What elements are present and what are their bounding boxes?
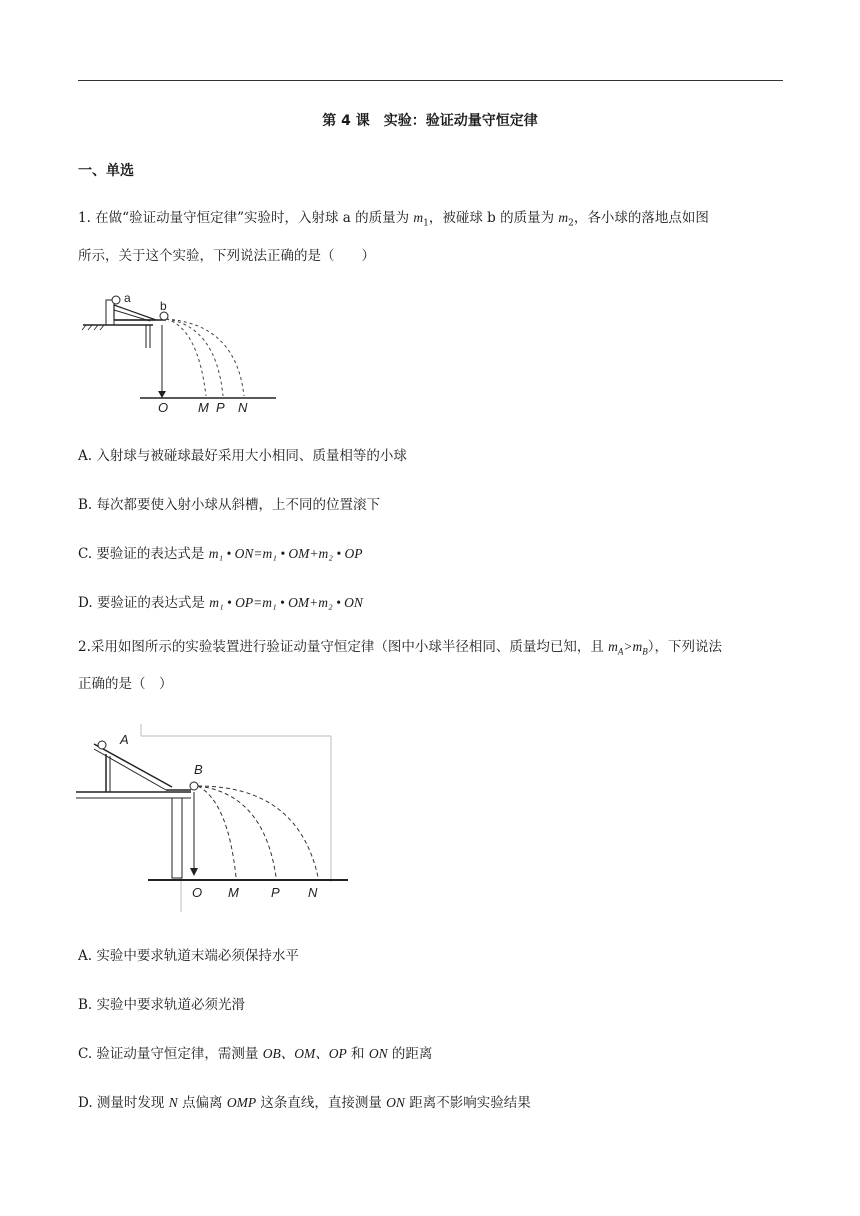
q1-option-a: A. 入射球与被碰球最好采用大小相同、质量相等的小球 (78, 448, 407, 464)
q2-option-c: C. 验证动量守恒定律，需测量 OB、OM、OP 和 ON 的距离 (78, 1046, 433, 1062)
q1-stem: 1. 在做“验证动量守恒定律”实验时，入射球 a 的质量为 $m_1$，被碰球 b 的质量为 $m_2$，各小球的落地点如图 所示，关于这个实验，下列说法正确的是（ ） (78, 210, 709, 264)
q2-point-o: O (192, 885, 203, 900)
q1-point-p: P (216, 400, 225, 415)
q1-option-b: B. 每次都要使入射小球从斜槽，上不同的位置滚下 (78, 497, 381, 513)
q2-point-m: M (228, 885, 239, 900)
q1-point-n: N (238, 400, 248, 415)
q2-option-d: D. 测量时发现 N 点偏离 OMP 这条直线，直接测量 ON 距离不影响实验结果 (78, 1095, 531, 1111)
q2-stem: 2.采用如图所示的实验装置进行验证动量守恒定律（图中小球半径相同、质量均已知，且 $m_A>m_B$），下列说法 正确的是（ ） (78, 639, 723, 692)
q1-ball-a-label: a (124, 291, 131, 305)
q2-option-a: A. 实验中要求轨道末端必须保持水平 (78, 948, 299, 964)
q1-point-o: O (158, 400, 169, 415)
q2-ball-b-label: B (194, 762, 203, 777)
section-heading: 一、单选 (78, 163, 134, 179)
page-title: 第 4 课 实验：验证动量守恒定律 (322, 113, 538, 129)
q1-option-d: D. 要验证的表达式是 m₁ • OP=m₁ • OM+m₂ • ON (78, 595, 363, 611)
q1-ball-b-label: b (160, 299, 167, 313)
q1-option-c: C. 要验证的表达式是 m₁ • ON=m₁ • OM+m₂ • OP (78, 546, 363, 562)
q2-ball-a-label: A (120, 732, 129, 747)
q2-point-n: N (308, 885, 318, 900)
q1-figure (78, 288, 278, 418)
q1-point-m: M (198, 400, 209, 415)
header-rule (78, 80, 783, 81)
q2-option-b: B. 实验中要求轨道必须光滑 (78, 997, 246, 1013)
q2-point-p: P (271, 885, 280, 900)
q2-figure (76, 722, 356, 917)
